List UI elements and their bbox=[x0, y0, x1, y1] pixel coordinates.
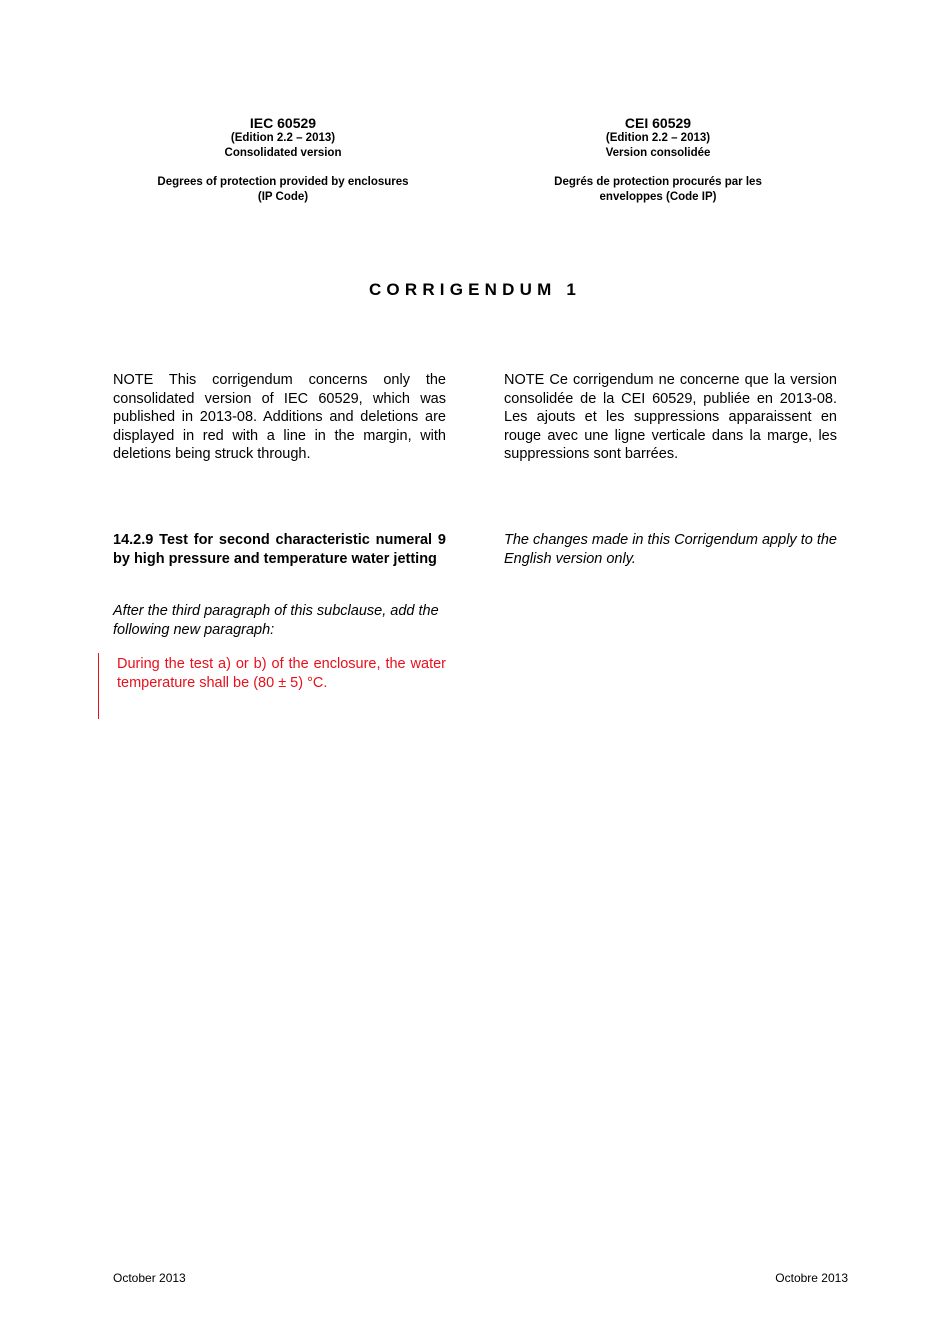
standard-number-en: IEC 60529 bbox=[249, 115, 317, 131]
header-french bbox=[488, 115, 828, 205]
footer-date-english: October 2013 bbox=[113, 1271, 186, 1285]
amendment-instruction: After the third paragraph of this subclause, add the following new paragraph: bbox=[113, 603, 439, 638]
note-french: NOTE Ce corrigendum ne concerne que la version consolidée de la CEI 60529, publiée en 2013-08. Les ajouts et les suppressions apparaissent en rouge avec une ligne verticale dans la marge, les suppressions sont barrées. bbox=[504, 372, 837, 462]
edition-fr: (Edition 2.2 – 2013) bbox=[605, 132, 711, 144]
added-paragraph: During the test a) or b) of the enclosure, the water temperature shall be (80 ± 5) °C. bbox=[117, 656, 446, 691]
standard-number-fr: CEI 60529 bbox=[624, 115, 692, 131]
footer-date-french: Octobre 2013 bbox=[775, 1271, 848, 1285]
standard-title-fr-line2: enveloppes (Code IP) bbox=[599, 191, 717, 203]
edition-en: (Edition 2.2 – 2013) bbox=[230, 132, 336, 144]
version-fr: Version consolidée bbox=[605, 147, 711, 159]
note-english: NOTE This corrigendum concerns only the consolidated version of IEC 60529, which was published in 2013-08. Additions and deletions are displayed in red with a line in the margin, with deletions being struck through. bbox=[113, 372, 446, 462]
clause-heading: 14.2.9 Test for second characteristic numeral 9 by high pressure and temperature water jetting bbox=[113, 532, 446, 567]
standard-title-en-line2: (IP Code) bbox=[257, 191, 309, 203]
page-title: CORRIGENDUM 1 bbox=[368, 280, 582, 299]
version-en: Consolidated version bbox=[224, 147, 342, 159]
margin-change-bar bbox=[98, 653, 99, 719]
french-notice: The changes made in this Corrigendum apply to the English version only. bbox=[504, 532, 837, 567]
header-english bbox=[113, 115, 453, 205]
standard-title-fr-line1: Degrés de protection procurés par les bbox=[554, 176, 762, 188]
standard-title-en-line1: Degrees of protection provided by enclosures bbox=[157, 176, 409, 188]
